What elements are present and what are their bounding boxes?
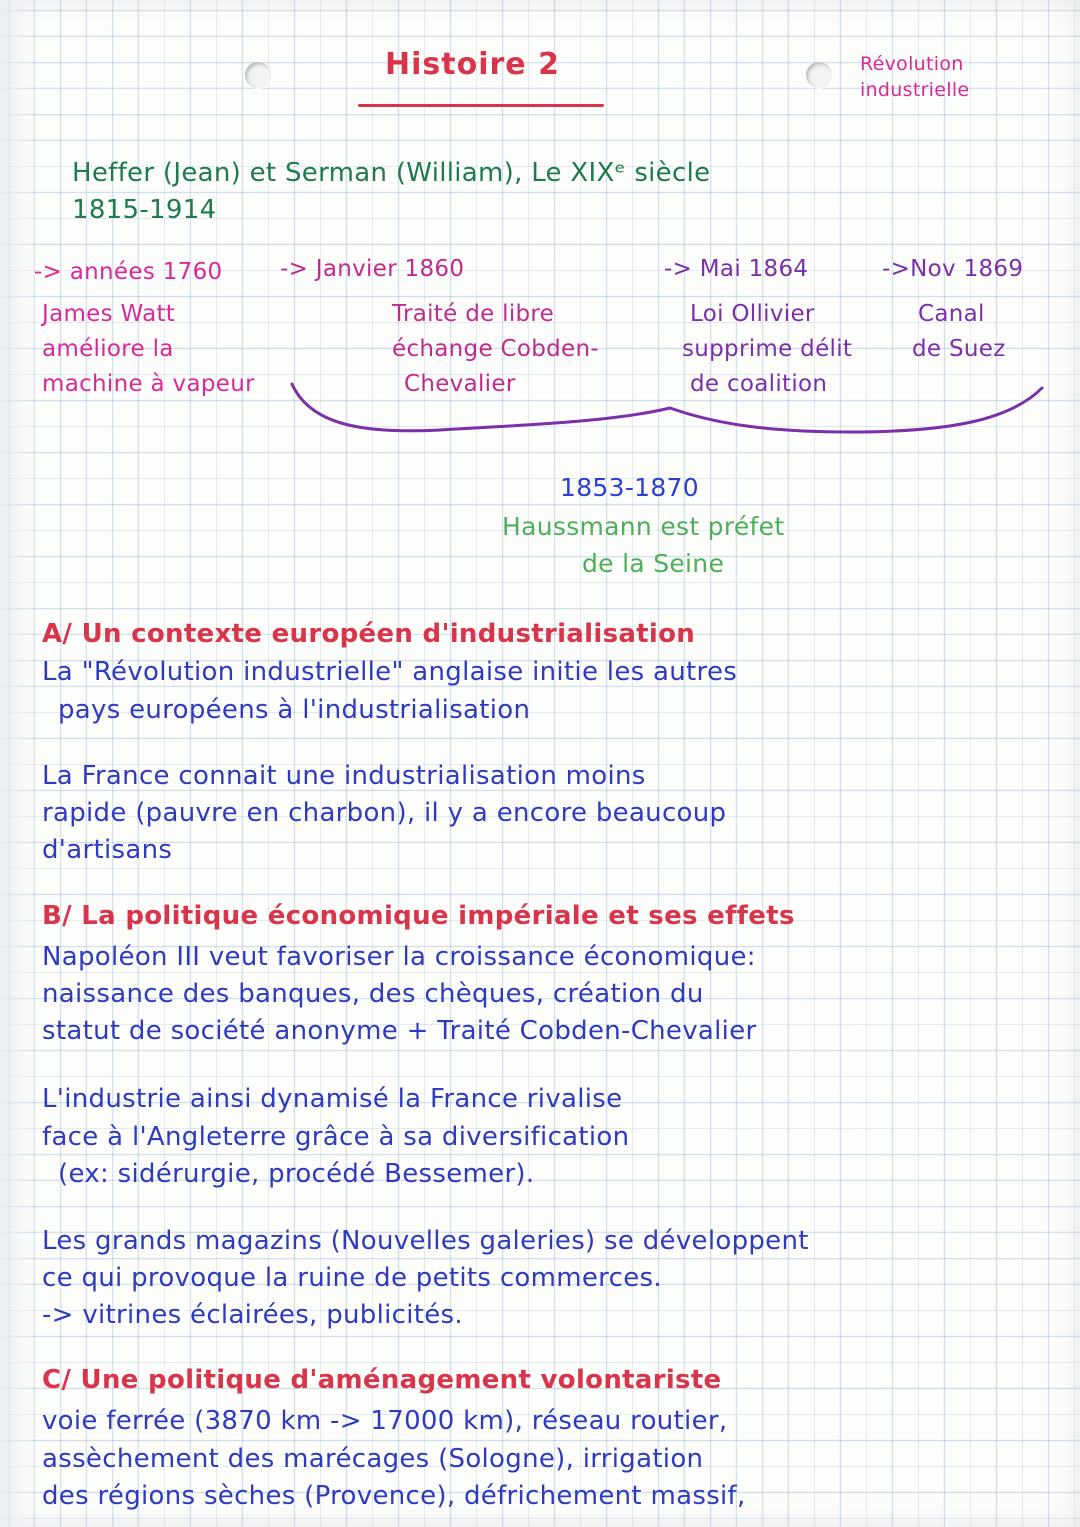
timeline-body-4-line-1: Canal [918, 301, 985, 327]
brace-caption-years: 1853-1870 [560, 473, 699, 502]
section-b-p2-line3: (ex: sidérurgie, procédé Bessemer). [58, 1159, 535, 1189]
timeline-body-2-line-1: Traité de libre [392, 301, 555, 327]
section-a-heading: A/ Un contexte européen d'industrialisation [42, 619, 696, 649]
timeline-body-1-line-3: machine à vapeur [42, 371, 255, 397]
timeline-body-4-line-2: de Suez [912, 336, 1006, 362]
section-a-p2-line3: d'artisans [42, 835, 173, 865]
timeline-date-3: -> Mai 1864 [664, 256, 809, 282]
page-title: Histoire 2 [385, 47, 560, 82]
section-b-p1-line3: statut de société anonyme + Traité Cobden-Chevalier [42, 1016, 757, 1046]
brace-caption-line2: de la Seine [582, 549, 725, 578]
timeline-date-4: ->Nov 1869 [882, 256, 1024, 282]
timeline-body-3-line-2: supprime délit [682, 336, 853, 362]
page-margin [0, 0, 34, 1527]
binder-hole-left [245, 62, 271, 88]
section-b-p1-line2: naissance des banques, des chèques, création du [42, 979, 704, 1009]
timeline-body-3-line-1: Loi Ollivier [690, 301, 815, 327]
reference-line-2: 1815-1914 [72, 195, 217, 225]
brace-caption-line1: Haussmann est préfet [502, 512, 785, 541]
corner-note-line1: Révolution [860, 53, 964, 75]
timeline-body-2-line-2: échange Cobden- [392, 336, 599, 362]
section-c-p1-line3: des régions sèches (Provence), défrichement massif, [42, 1481, 746, 1511]
section-b-p3-line2: ce qui provoque la ruine de petits commerces. [42, 1263, 662, 1293]
section-b-p2-line1: L'industrie ainsi dynamisé la France rivalise [42, 1084, 623, 1114]
section-a-p2-line2: rapide (pauvre en charbon), il y a encore beaucoup [42, 798, 727, 828]
section-c-p1-line2: assèchement des marécages (Sologne), irrigation [42, 1444, 704, 1474]
section-b-p1-line1: Napoléon III veut favoriser la croissance économique: [42, 942, 756, 972]
section-b-p2-line2: face à l'Angleterre grâce à sa diversification [42, 1122, 630, 1152]
reference-line-1: Heffer (Jean) et Serman (William), Le XIXᵉ siècle [72, 158, 711, 188]
section-a-p1-line1: La "Révolution industrielle" anglaise initie les autres [42, 657, 738, 687]
section-c-heading: C/ Une politique d'aménagement volontariste [42, 1365, 722, 1395]
corner-note-line2: industrielle [860, 79, 970, 101]
timeline-body-2-line-3: Chevalier [404, 371, 516, 397]
timeline-body-1-line-2: améliore la [42, 336, 174, 362]
section-c-p1-line1: voie ferrée (3870 km -> 17000 km), réseau routier, [42, 1406, 728, 1436]
title-underline [358, 104, 604, 107]
section-b-heading: B/ La politique économique impériale et ses effets [42, 901, 795, 931]
timeline-body-3-line-3: de coalition [690, 371, 828, 397]
section-a-p2-line1: La France connait une industrialisation moins [42, 761, 646, 791]
section-a-p1-line2: pays européens à l'industrialisation [58, 695, 531, 725]
binder-hole-right [806, 62, 832, 88]
timeline-brace [290, 378, 1050, 448]
section-b-p3-line3: -> vitrines éclairées, publicités. [42, 1300, 463, 1330]
timeline-body-1-line-1: James Watt [42, 301, 176, 327]
timeline-date-2: -> Janvier 1860 [280, 256, 465, 282]
timeline-date-1: -> années 1760 [34, 259, 223, 285]
section-b-p3-line1: Les grands magazins (Nouvelles galeries) se développent [42, 1226, 809, 1256]
